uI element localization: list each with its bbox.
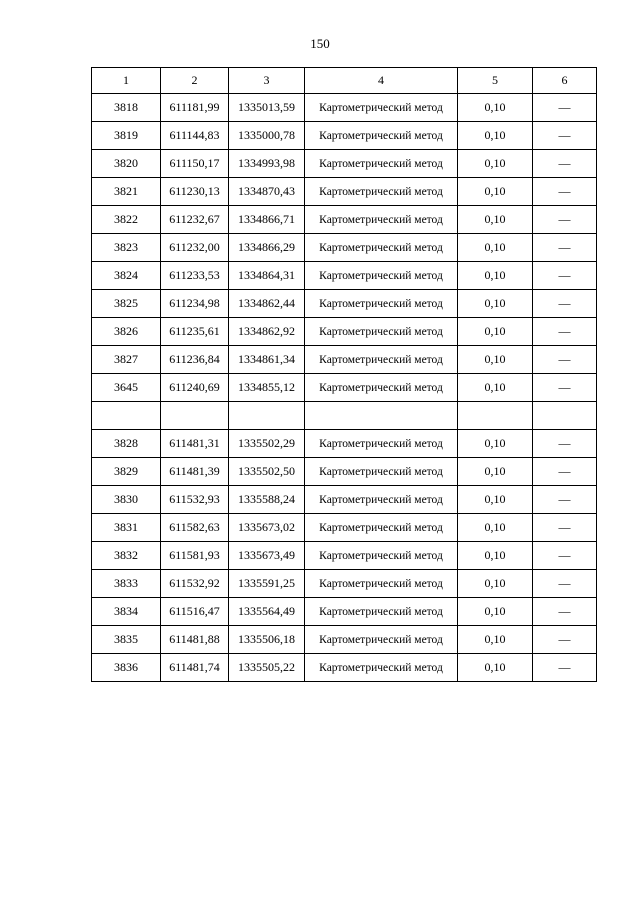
table-row	[92, 374, 597, 402]
method-cell: Картометрический метод	[305, 318, 458, 346]
y-coordinate-cell: 1334862,44	[229, 290, 305, 318]
point-number-cell: 3825	[92, 290, 161, 318]
accuracy-cell: 0,10	[458, 570, 533, 598]
y-coordinate-cell: 1335588,24	[229, 486, 305, 514]
accuracy-cell: 0,10	[458, 458, 533, 486]
point-number-cell: 3821	[92, 178, 161, 206]
method-cell: Картометрический метод	[305, 346, 458, 374]
table-row	[92, 318, 597, 346]
y-coordinate-cell: 1335505,22	[229, 654, 305, 682]
table-row	[92, 346, 597, 374]
x-coordinate-cell: 611481,31	[161, 430, 229, 458]
x-coordinate-cell: 611233,53	[161, 262, 229, 290]
note-cell: —	[533, 486, 597, 514]
note-cell: —	[533, 374, 597, 402]
y-coordinate-cell: 1334861,34	[229, 346, 305, 374]
table-row	[92, 626, 597, 654]
table-row	[92, 122, 597, 150]
note-cell: —	[533, 598, 597, 626]
column-header: 5	[458, 68, 533, 94]
method-cell: Картометрический метод	[305, 262, 458, 290]
method-cell: Картометрический метод	[305, 290, 458, 318]
point-number-cell: 3819	[92, 122, 161, 150]
point-number-cell: 3833	[92, 570, 161, 598]
y-coordinate-cell: 1335591,25	[229, 570, 305, 598]
x-coordinate-cell: 611144,83	[161, 122, 229, 150]
table-row	[92, 654, 597, 682]
point-number-cell: 3828	[92, 430, 161, 458]
method-cell	[305, 402, 458, 430]
column-header: 2	[161, 68, 229, 94]
y-coordinate-cell: 1334866,29	[229, 234, 305, 262]
accuracy-cell: 0,10	[458, 514, 533, 542]
x-coordinate-cell: 611150,17	[161, 150, 229, 178]
table-row	[92, 262, 597, 290]
note-cell: —	[533, 262, 597, 290]
point-number-cell: 3824	[92, 262, 161, 290]
accuracy-cell: 0,10	[458, 346, 533, 374]
note-cell: —	[533, 206, 597, 234]
point-number-cell: 3820	[92, 150, 161, 178]
accuracy-cell: 0,10	[458, 626, 533, 654]
accuracy-cell: 0,10	[458, 94, 533, 122]
column-header: 6	[533, 68, 597, 94]
point-number-cell: 3834	[92, 598, 161, 626]
x-coordinate-cell	[161, 402, 229, 430]
note-cell: —	[533, 346, 597, 374]
table-row	[92, 430, 597, 458]
note-cell: —	[533, 318, 597, 346]
point-number-cell: 3831	[92, 514, 161, 542]
point-number-cell: 3822	[92, 206, 161, 234]
y-coordinate-cell: 1335000,78	[229, 122, 305, 150]
table-row	[92, 458, 597, 486]
x-coordinate-cell: 611232,67	[161, 206, 229, 234]
accuracy-cell	[458, 402, 533, 430]
accuracy-cell: 0,10	[458, 150, 533, 178]
y-coordinate-cell: 1335564,49	[229, 598, 305, 626]
table-row	[92, 514, 597, 542]
method-cell: Картометрический метод	[305, 150, 458, 178]
accuracy-cell: 0,10	[458, 234, 533, 262]
accuracy-cell: 0,10	[458, 374, 533, 402]
point-number-cell: 3835	[92, 626, 161, 654]
column-header: 3	[229, 68, 305, 94]
table-row	[92, 542, 597, 570]
method-cell: Картометрический метод	[305, 206, 458, 234]
point-number-cell: 3829	[92, 458, 161, 486]
accuracy-cell: 0,10	[458, 542, 533, 570]
x-coordinate-cell: 611582,63	[161, 514, 229, 542]
y-coordinate-cell: 1335673,02	[229, 514, 305, 542]
x-coordinate-cell: 611235,61	[161, 318, 229, 346]
table-row	[92, 178, 597, 206]
table-row	[92, 206, 597, 234]
y-coordinate-cell: 1334855,12	[229, 374, 305, 402]
column-header: 1	[92, 68, 161, 94]
point-number-cell: 3826	[92, 318, 161, 346]
method-cell: Картометрический метод	[305, 598, 458, 626]
accuracy-cell: 0,10	[458, 318, 533, 346]
method-cell: Картометрический метод	[305, 178, 458, 206]
y-coordinate-cell: 1334862,92	[229, 318, 305, 346]
note-cell: —	[533, 654, 597, 682]
method-cell: Картометрический метод	[305, 122, 458, 150]
method-cell: Картометрический метод	[305, 430, 458, 458]
x-coordinate-cell: 611181,99	[161, 94, 229, 122]
note-cell: —	[533, 94, 597, 122]
accuracy-cell: 0,10	[458, 486, 533, 514]
note-cell: —	[533, 122, 597, 150]
x-coordinate-cell: 611232,00	[161, 234, 229, 262]
method-cell: Картометрический метод	[305, 234, 458, 262]
note-cell: —	[533, 178, 597, 206]
note-cell: —	[533, 626, 597, 654]
point-number-cell: 3832	[92, 542, 161, 570]
x-coordinate-cell: 611240,69	[161, 374, 229, 402]
y-coordinate-cell: 1334866,71	[229, 206, 305, 234]
point-number-cell: 3823	[92, 234, 161, 262]
point-number-cell: 3836	[92, 654, 161, 682]
y-coordinate-cell: 1334864,31	[229, 262, 305, 290]
x-coordinate-cell: 611481,88	[161, 626, 229, 654]
table-body	[92, 94, 597, 682]
table-row	[92, 290, 597, 318]
method-cell: Картометрический метод	[305, 626, 458, 654]
x-coordinate-cell: 611481,74	[161, 654, 229, 682]
note-cell: —	[533, 514, 597, 542]
table-row	[92, 94, 597, 122]
note-cell: —	[533, 290, 597, 318]
method-cell: Картометрический метод	[305, 654, 458, 682]
table-row	[92, 234, 597, 262]
x-coordinate-cell: 611481,39	[161, 458, 229, 486]
header-row	[92, 68, 597, 94]
table-row	[92, 570, 597, 598]
y-coordinate-cell: 1334993,98	[229, 150, 305, 178]
note-cell: —	[533, 150, 597, 178]
accuracy-cell: 0,10	[458, 262, 533, 290]
y-coordinate-cell: 1335673,49	[229, 542, 305, 570]
note-cell: —	[533, 234, 597, 262]
point-number-cell: 3818	[92, 94, 161, 122]
method-cell: Картометрический метод	[305, 458, 458, 486]
method-cell: Картометрический метод	[305, 542, 458, 570]
page-number: 150	[310, 36, 330, 51]
accuracy-cell: 0,10	[458, 598, 533, 626]
point-number-cell	[92, 402, 161, 430]
accuracy-cell: 0,10	[458, 654, 533, 682]
y-coordinate-cell: 1335506,18	[229, 626, 305, 654]
accuracy-cell: 0,10	[458, 122, 533, 150]
note-cell: —	[533, 570, 597, 598]
point-number-cell: 3827	[92, 346, 161, 374]
accuracy-cell: 0,10	[458, 206, 533, 234]
point-number-cell: 3830	[92, 486, 161, 514]
note-cell: —	[533, 542, 597, 570]
table-row	[92, 150, 597, 178]
y-coordinate-cell: 1334870,43	[229, 178, 305, 206]
point-number-cell: 3645	[92, 374, 161, 402]
method-cell: Картометрический метод	[305, 486, 458, 514]
accuracy-cell: 0,10	[458, 290, 533, 318]
table-header	[92, 68, 597, 94]
y-coordinate-cell: 1335502,29	[229, 430, 305, 458]
x-coordinate-cell: 611234,98	[161, 290, 229, 318]
note-cell: —	[533, 430, 597, 458]
x-coordinate-cell: 611236,84	[161, 346, 229, 374]
accuracy-cell: 0,10	[458, 430, 533, 458]
y-coordinate-cell: 1335502,50	[229, 458, 305, 486]
method-cell: Картометрический метод	[305, 570, 458, 598]
x-coordinate-cell: 611532,92	[161, 570, 229, 598]
x-coordinate-cell: 611230,13	[161, 178, 229, 206]
note-cell: —	[533, 458, 597, 486]
method-cell: Картометрический метод	[305, 374, 458, 402]
y-coordinate-cell	[229, 402, 305, 430]
method-cell: Картометрический метод	[305, 514, 458, 542]
table-row	[92, 486, 597, 514]
accuracy-cell: 0,10	[458, 178, 533, 206]
table-row	[92, 598, 597, 626]
method-cell: Картометрический метод	[305, 94, 458, 122]
coordinates-table	[91, 67, 597, 682]
note-cell	[533, 402, 597, 430]
x-coordinate-cell: 611516,47	[161, 598, 229, 626]
y-coordinate-cell: 1335013,59	[229, 94, 305, 122]
table-row	[92, 402, 597, 430]
x-coordinate-cell: 611581,93	[161, 542, 229, 570]
x-coordinate-cell: 611532,93	[161, 486, 229, 514]
column-header: 4	[305, 68, 458, 94]
